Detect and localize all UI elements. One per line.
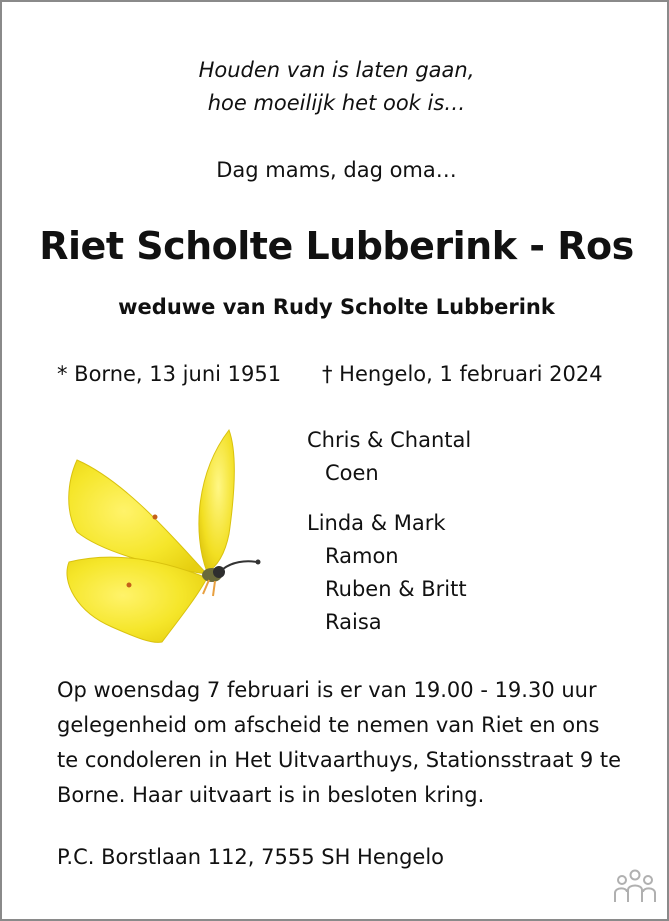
- family-child: Ruben & Britt: [325, 577, 467, 601]
- family-child: Ramon: [325, 544, 399, 568]
- farewell-text: Dag mams, dag oma…: [216, 158, 457, 182]
- family-group-2: [307, 507, 471, 639]
- people-group-icon: [612, 868, 658, 904]
- family-child: Coen: [325, 461, 379, 485]
- quote-line-1: Houden van is laten gaan,: [198, 58, 475, 82]
- family-parents: Chris & Chantal: [307, 428, 472, 452]
- butterfly-icon: [57, 422, 267, 652]
- address-text: P.C. Borstlaan 112, 7555 SH Hengelo: [57, 845, 445, 869]
- family-list: [307, 424, 471, 656]
- family-group-1: [307, 424, 471, 490]
- family-child: Raisa: [325, 610, 382, 634]
- service-message: Op woensdag 7 februari is er van 19.00 - 19.30 uur gelegenheid om afscheid te nemen van Riet en ons te condoleren in Het Uitvaarthuys, Stationsstraat 9 te Borne. Haar uitvaart is in besloten kring.: [57, 678, 622, 807]
- deceased-name: Riet Scholte Lubberink - Ros: [39, 224, 634, 268]
- family-parents: Linda & Mark: [307, 511, 446, 535]
- death-date: † Hengelo, 1 februari 2024: [322, 362, 603, 386]
- birth-date: * Borne, 13 juni 1951: [57, 362, 282, 386]
- quote-line-2: hoe moeilijk het ook is…: [207, 91, 466, 115]
- widow-of-text: weduwe van Rudy Scholte Lubberink: [118, 295, 555, 319]
